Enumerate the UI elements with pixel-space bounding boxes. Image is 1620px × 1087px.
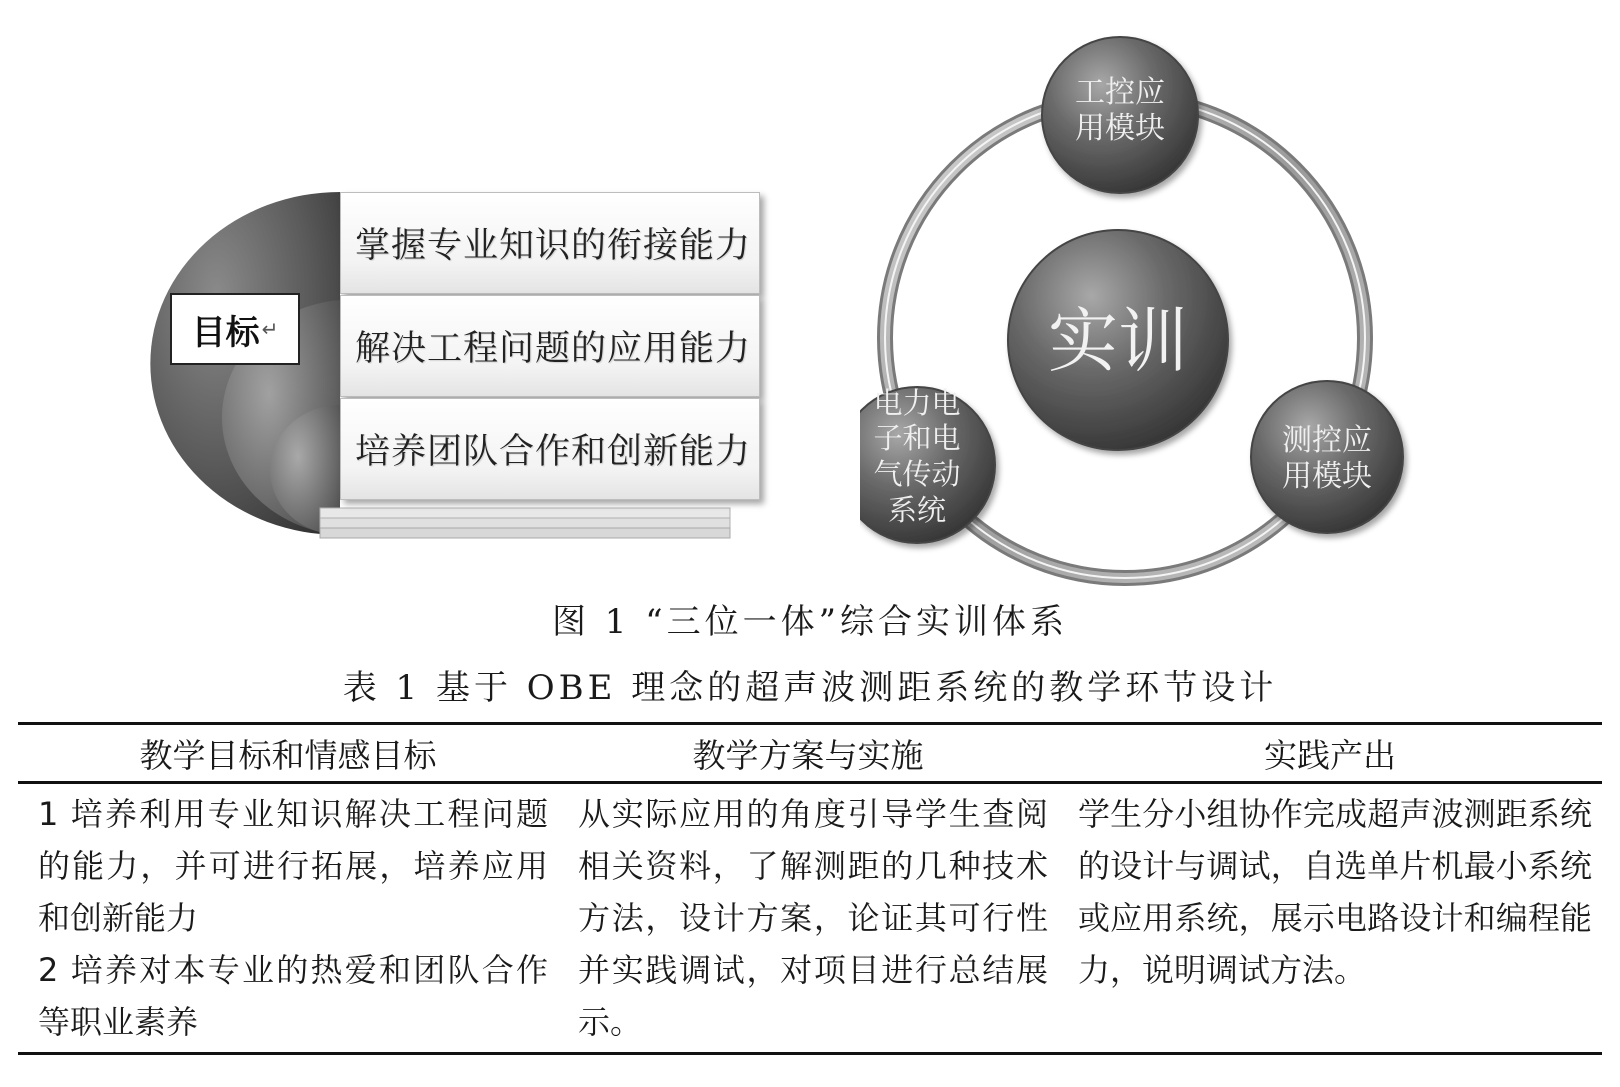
node-top-line-1: 工控应 bbox=[1075, 75, 1165, 110]
teaching-design-table bbox=[18, 722, 1602, 1055]
header-plan: 教学方案与实施 bbox=[692, 735, 924, 775]
cell-plan: 从实际应用的角度引导学生查阅相关资料，了解测距的几种技术方法，设计方案，论证其可行性并实践调试，对项目进行总结展示。 bbox=[578, 795, 1048, 1041]
node-left-line-3: 气传动 bbox=[873, 457, 961, 491]
goal-row-1 bbox=[340, 192, 760, 294]
goal-label: 目标 bbox=[191, 312, 260, 353]
goal-row-3 bbox=[340, 398, 760, 500]
center-label: 实训 bbox=[1048, 300, 1188, 382]
stack-edge-1 bbox=[320, 508, 730, 518]
node-right-line-2: 用模块 bbox=[1282, 459, 1372, 494]
stack-edge-3 bbox=[320, 528, 730, 538]
node-right-line-1: 测控应 bbox=[1282, 423, 1372, 458]
goals-diagram bbox=[150, 190, 770, 570]
node-left-line-2: 子和电 bbox=[873, 421, 961, 455]
node-left-line-4: 系统 bbox=[887, 493, 947, 527]
return-mark: ↵ bbox=[261, 317, 279, 341]
cell-goals bbox=[18, 783, 558, 1054]
node-top-line-2: 用模块 bbox=[1075, 111, 1165, 146]
goal-text-3: 培养团队合作和创新能力 bbox=[355, 432, 752, 472]
header-goals: 教学目标和情感目标 bbox=[139, 735, 437, 775]
table-container bbox=[18, 722, 1602, 1055]
goal-text-1: 掌握专业知识的衔接能力 bbox=[355, 226, 752, 266]
goal-row-2 bbox=[340, 295, 760, 397]
table-header-row bbox=[18, 724, 1602, 783]
cell-output: 学生分小组协作完成超声波测距系统的设计与调试，自选单片机最小系统或应用系统，展示电路设计和编程能力，说明调试方法。 bbox=[1078, 795, 1592, 989]
goal-text-2: 解决工程问题的应用能力 bbox=[355, 329, 752, 369]
stack-edge-2 bbox=[320, 518, 730, 528]
node-left-line-1: 电力电 bbox=[873, 386, 961, 420]
training-cycle-diagram bbox=[860, 20, 1460, 610]
goal-item-2: 2 培养对本专业的热爱和团队合作等职业素养 bbox=[38, 951, 548, 1041]
goal-item-1: 1 培养利用专业知识解决工程问题的能力，并可进行拓展，培养应用和创新能力 bbox=[38, 795, 548, 937]
figure-caption: 图 1 “三位一体”综合实训体系 bbox=[551, 602, 1068, 642]
header-output: 实践产出 bbox=[1264, 735, 1396, 775]
goal-label-box bbox=[170, 293, 300, 365]
table-caption: 表 1 基于 OBE 理念的超声波测距系统的教学环节设计 bbox=[342, 668, 1278, 708]
table-row bbox=[18, 783, 1602, 1054]
